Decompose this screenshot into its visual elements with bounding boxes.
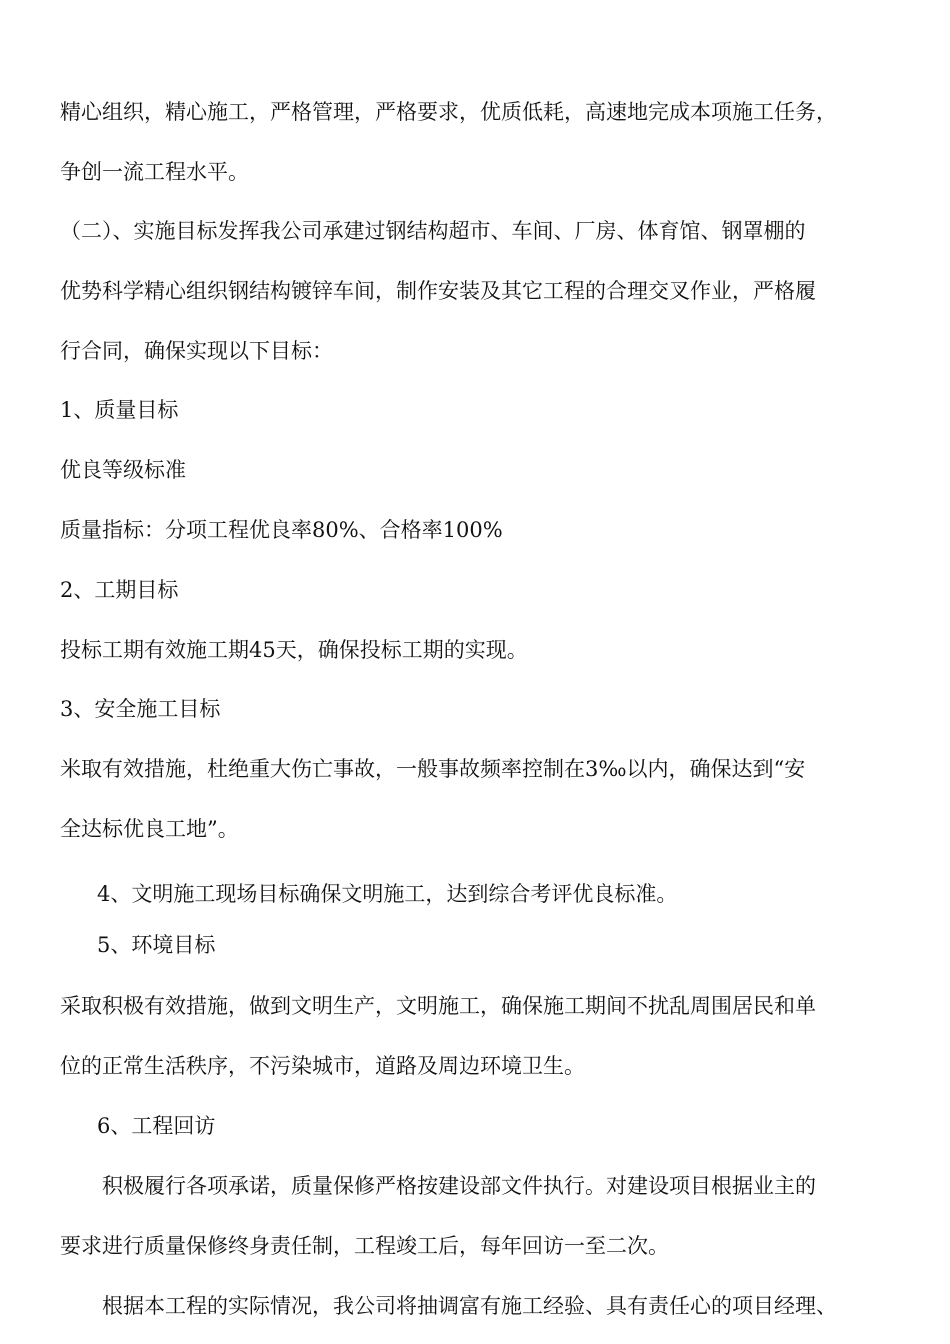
section-heading-line: （二）、实施目标发挥我公司承建过钢结构超市、车间、厂房、体育馆、钢罩棚的 [60, 219, 806, 243]
subheading-schedule: 2、工期目标 [60, 578, 179, 602]
paragraph-line: 精心组织，精心施工，严格管理，严格要求，优质低耗，高速地完成本项施工任务， [60, 100, 837, 124]
paragraph-line: 采取积极有效措施，做到文明生产，文明施工，确保施工期间不扰乱周围居民和单 [60, 994, 816, 1018]
paragraph-line: 质量指标：分项工程优良率80%、合格率100% [60, 518, 503, 542]
subheading-quality: 1、质量目标 [60, 398, 179, 422]
subheading-revisit: 6、工程回访 [97, 1114, 216, 1138]
paragraph-line: 优良等级标准 [60, 458, 186, 482]
paragraph-line: 米取有效措施，杜绝重大伤亡事故，一般事故频率控制在3‰以内，确保达到“安 [60, 757, 806, 781]
subheading-civilized: 4、文明施工现场目标确保文明施工，达到综合考评优良标准。 [97, 882, 678, 906]
subheading-environment: 5、环境目标 [97, 933, 216, 957]
paragraph-line: 要求进行质量保修终身责任制，工程竣工后，每年回访一至二次。 [60, 1234, 669, 1258]
paragraph-line: 位的正常生活秩序，不污染城市，道路及周边环境卫生。 [60, 1054, 585, 1078]
paragraph-line: 争创一流工程水平。 [60, 160, 249, 184]
paragraph-line: 优势科学精心组织钢结构镀锌车间，制作安装及其它工程的合理交叉作业，严格履 [60, 279, 816, 303]
paragraph-line: 行合同，确保实现以下目标： [60, 339, 333, 363]
paragraph-line: 投标工期有效施工期45天，确保投标工期的实现。 [60, 638, 528, 662]
paragraph-line: 积极履行各项承诺，质量保修严格按建设部文件执行。对建设项目根据业主的 [102, 1174, 816, 1198]
subheading-safety: 3、安全施工目标 [60, 697, 221, 721]
paragraph-line: 根据本工程的实际情况，我公司将抽调富有施工经验、具有责任心的项目经理、 [102, 1294, 837, 1318]
paragraph-line: 全达标优良工地”。 [60, 817, 239, 841]
